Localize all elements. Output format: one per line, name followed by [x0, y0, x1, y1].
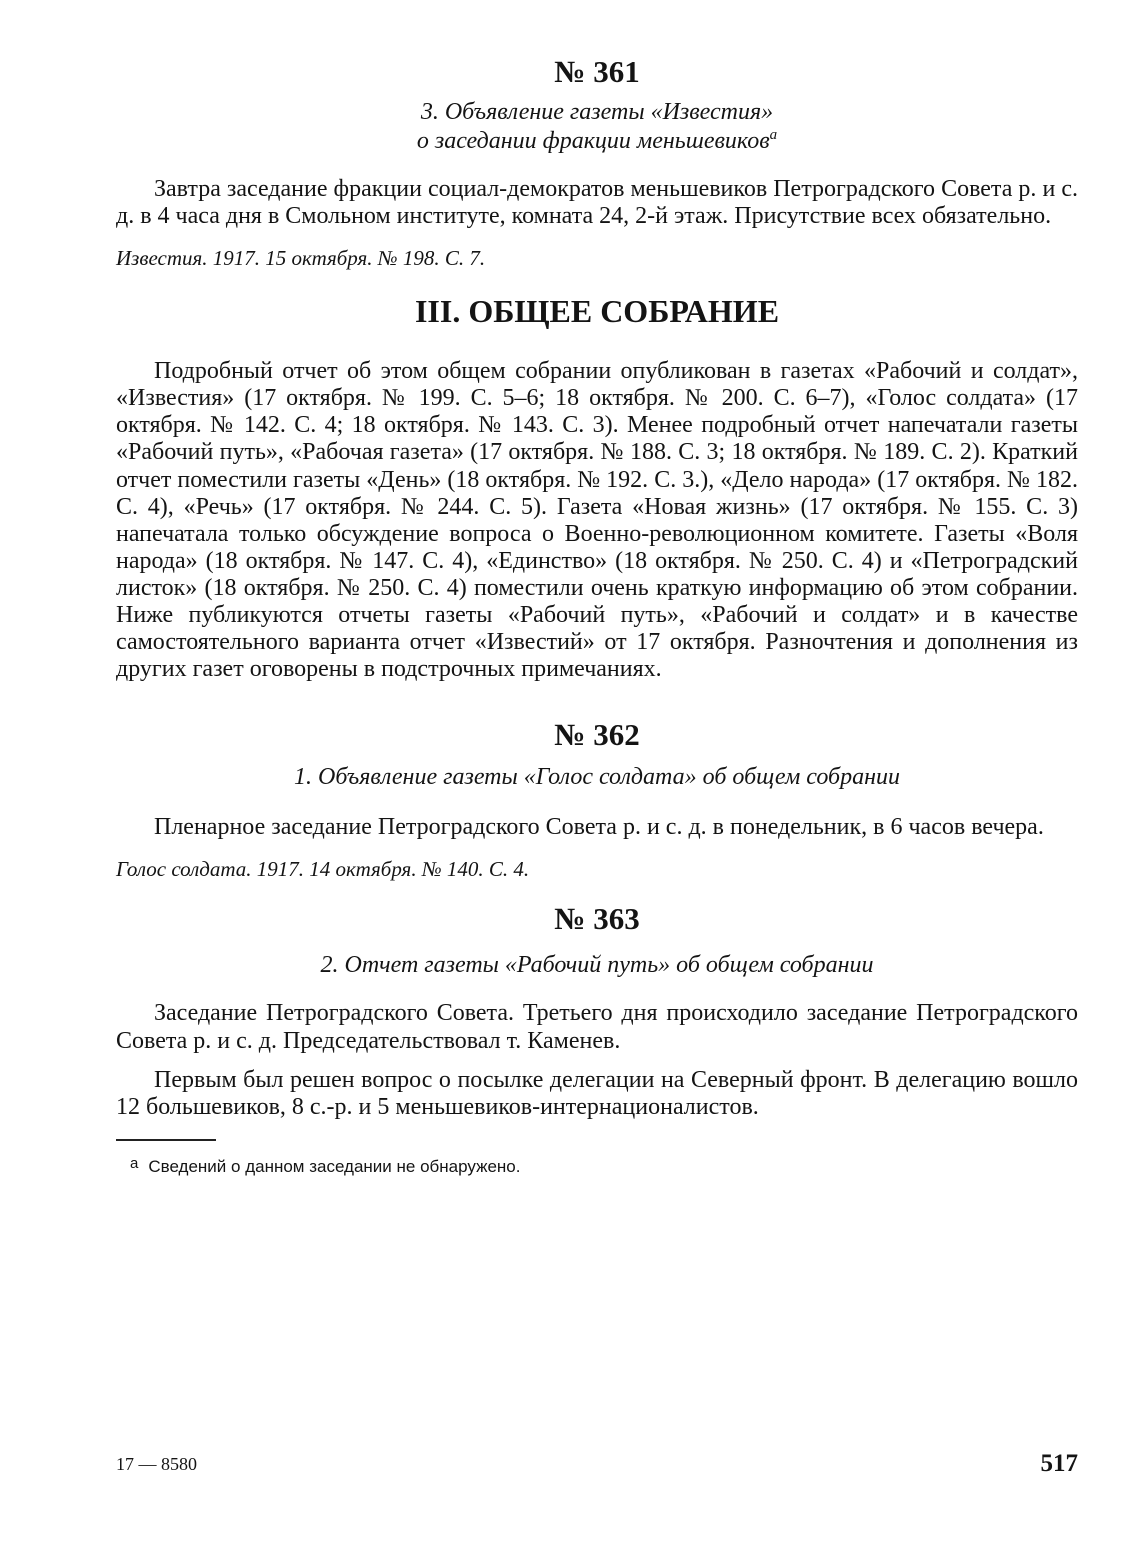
doc363-paragraph-2: Первым был решен вопрос о посылке делегации на Северный фронт. В делегацию вошло 12 большевиков, 8 с.-р. и 5 меньшевиков-интернационалистов. [116, 1066, 1078, 1120]
page-footer [116, 1450, 1078, 1482]
doc362-subtitle: 1. Объявление газеты «Голос солдата» об общем собрании [294, 764, 900, 791]
page-number: 517 [1040, 1450, 1078, 1477]
section-intro: Подробный отчет об этом общем собрании опубликован в газетах «Рабочий и солдат», «Известия» (17 октября. № 199. С. 5–6; 18 октября. № 200. С. 6–7), «Голос солдата» (17 октября. № 142. С. 4; 18 октября. № 143. С. 3). Менее подробный отчет напечатали газеты «Рабочий путь», «Рабочая газета» (17 октября. № 188. С. 3; 18 октября. № 189. С. 2). Краткий отчет поместили газеты «День» (18 октября. № 192. С. 3.), «Дело народа» (17 октября. № 182. С. 4), «Речь» (17 октября. № 244. С. 5). Газета «Новая жизнь» (17 октября. № 155. С. 3) напечатала только обсуждение вопроса о Военно-революционном комитете. Газеты «Воля народа» (18 октября. № 147. С. 4), «Единство» (18 октября. № 250. С. 4) и «Петроградский листок» (18 октября. № 250. С. 4) поместили очень краткую информацию об этом собрании. Ниже публикуются отчеты газеты «Рабочий путь», «Рабочий и солдат» и в качестве самостоятельного варианта отчет «Известий» от 17 октября. Разночтения и дополнения из других газет оговорены в подстрочных примечаниях. [116, 358, 1078, 683]
document-page [116, 52, 1078, 1178]
printer-signature: 17 — 8580 [116, 1454, 197, 1474]
doc363-number: № 363 [554, 901, 640, 937]
doc361-number: № 361 [554, 54, 640, 89]
doc361-source: Известия. 1917. 15 октября. № 198. С. 7. [116, 246, 486, 271]
footnote-mark: а [130, 1154, 139, 1172]
doc361-subtitle-line1: 3. Объявление газеты «Известия» [420, 99, 774, 125]
doc361-subtitle-line2 [116, 127, 1078, 156]
doc361-footnote-marker: а [769, 127, 778, 143]
doc361-body: Завтра заседание фракции социал-демократов меньшевиков Петроградского Совета р. и с. д. в 4 часа дня в Смольном институте, комната 24, 2-й этаж. Присутствие всех обязательно. [116, 176, 1078, 230]
doc361-subtitle-text: о заседании фракции меньшевиков [416, 128, 770, 154]
doc362-number: № 362 [554, 717, 640, 753]
doc363-paragraph-1: Заседание Петроградского Совета. Третьего дня происходило заседание Петроградского Совета р. и с. д. Председательствовал т. Каменев. [116, 1000, 1078, 1054]
footnote [116, 1153, 1078, 1178]
doc363-subtitle: 2. Отчет газеты «Рабочий путь» об общем собрании [320, 952, 874, 979]
footnote-text: Сведений о данном заседании не обнаружено. [148, 1156, 521, 1176]
section-title: III. ОБЩЕЕ СОБРАНИЕ [414, 293, 780, 330]
doc362-body: Пленарное заседание Петроградского Совета р. и с. д. в понедельник, в 6 часов вечера. [154, 814, 1044, 841]
doc362-source: Голос солдата. 1917. 14 октября. № 140. С. 4. [116, 857, 530, 882]
